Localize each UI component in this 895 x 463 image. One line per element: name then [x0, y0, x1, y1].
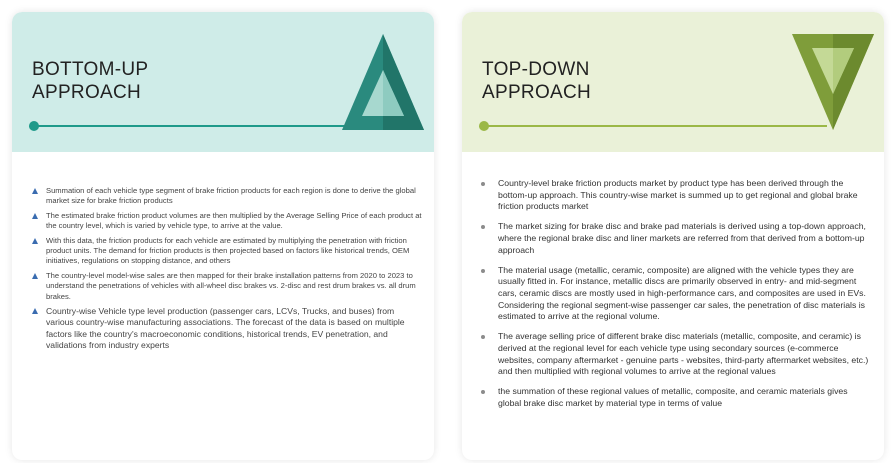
- triangle-bullet-icon: [32, 273, 38, 279]
- triangle-bullet-icon: [32, 238, 38, 244]
- bottom-up-header: [12, 12, 434, 152]
- list-item: With this data, the friction products for each vehicle are estimated by multiplying the penetration with friction product units. The demand for friction products is then projected based on factors like historical trends, OEM initiatives, regulations on stopping distance, and others: [30, 236, 422, 267]
- list-item: The material usage (metallic, ceramic, composite) are aligned with the vehicle types they are usually fitted in. For instance, metallic discs are primarily observed in entry- and mid-segment cars, ceramic discs are mostly used in high-performance cars, and composites are used in EVs. Considering the regional segment-wise passenger car sales, the penetration of disc materials is estimated to arrive at the regional volume.: [480, 265, 872, 323]
- top-down-divider: [482, 125, 827, 127]
- top-down-title: TOP-DOWN APPROACH: [482, 59, 592, 103]
- triangle-bullet-icon: [32, 213, 38, 219]
- top-down-panel: [462, 12, 884, 460]
- top-down-steps: [480, 178, 872, 418]
- dot-bullet-icon: [481, 182, 485, 186]
- triangle-up-icon: [340, 32, 426, 132]
- triangle-down-icon: [790, 32, 876, 132]
- list-item: The country-level model-wise sales are then mapped for their brake installation patterns from 2020 to 2023 to understand the penetrations of vehicles with all-wheel disc brakes vs. 2-disc and rest drum brakes vs. all drum brakes.: [30, 271, 422, 302]
- list-item: Country-level brake friction products market by product type has been derived through the bottom-up approach. This country-wise market is summed up to get regional and global brake friction products market: [480, 178, 872, 213]
- bottom-up-divider: [32, 125, 362, 127]
- dot-bullet-icon: [481, 335, 485, 339]
- list-item: Summation of each vehicle type segment of brake friction products for each region is done to derive the global market size for brake friction products: [30, 186, 422, 207]
- list-item: Country-wise Vehicle type level production (passenger cars, LCVs, Trucks, and buses) from various country-wise manufacturing associations. The forecast of the data is based on multiple factors like the country's macroeconomic conditions, historical trends, EV penetration, and validations from industry experts: [30, 306, 422, 352]
- triangle-bullet-icon: [32, 188, 38, 194]
- dot-bullet-icon: [481, 390, 485, 394]
- bottom-up-panel: [12, 12, 434, 460]
- dot-bullet-icon: [481, 225, 485, 229]
- list-item: The market sizing for brake disc and brake pad materials is derived using a top-down approach, where the regional brake disc and liner markets are referred from that derived from a bottom-up approach: [480, 221, 872, 256]
- bottom-up-steps: [30, 186, 422, 356]
- top-down-header: [462, 12, 884, 152]
- list-item: The estimated brake friction product volumes are then multiplied by the Average Selling Price of each product at the country level, which is varied by vehicle type, to arrive at the value.: [30, 211, 422, 232]
- list-item: The average selling price of different brake disc materials (metallic, composite, and ceramic) is derived at the regional level for each vehicle type using secondary sources (e-commerce websites, company aftermarket - genuine parts - websites, third-party aftermarket websites, etc.) and then multiplied with regional volumes to arrive at the regional values: [480, 331, 872, 377]
- list-item: the summation of these regional values of metallic, composite, and ceramic materials gives global brake disc market by material type in terms of value: [480, 386, 872, 409]
- triangle-bullet-icon: [32, 308, 38, 314]
- bottom-up-title: BOTTOM-UP APPROACH: [32, 59, 149, 103]
- bottom-up-divider-dot: [29, 121, 39, 131]
- top-down-divider-dot: [479, 121, 489, 131]
- dot-bullet-icon: [481, 269, 485, 273]
